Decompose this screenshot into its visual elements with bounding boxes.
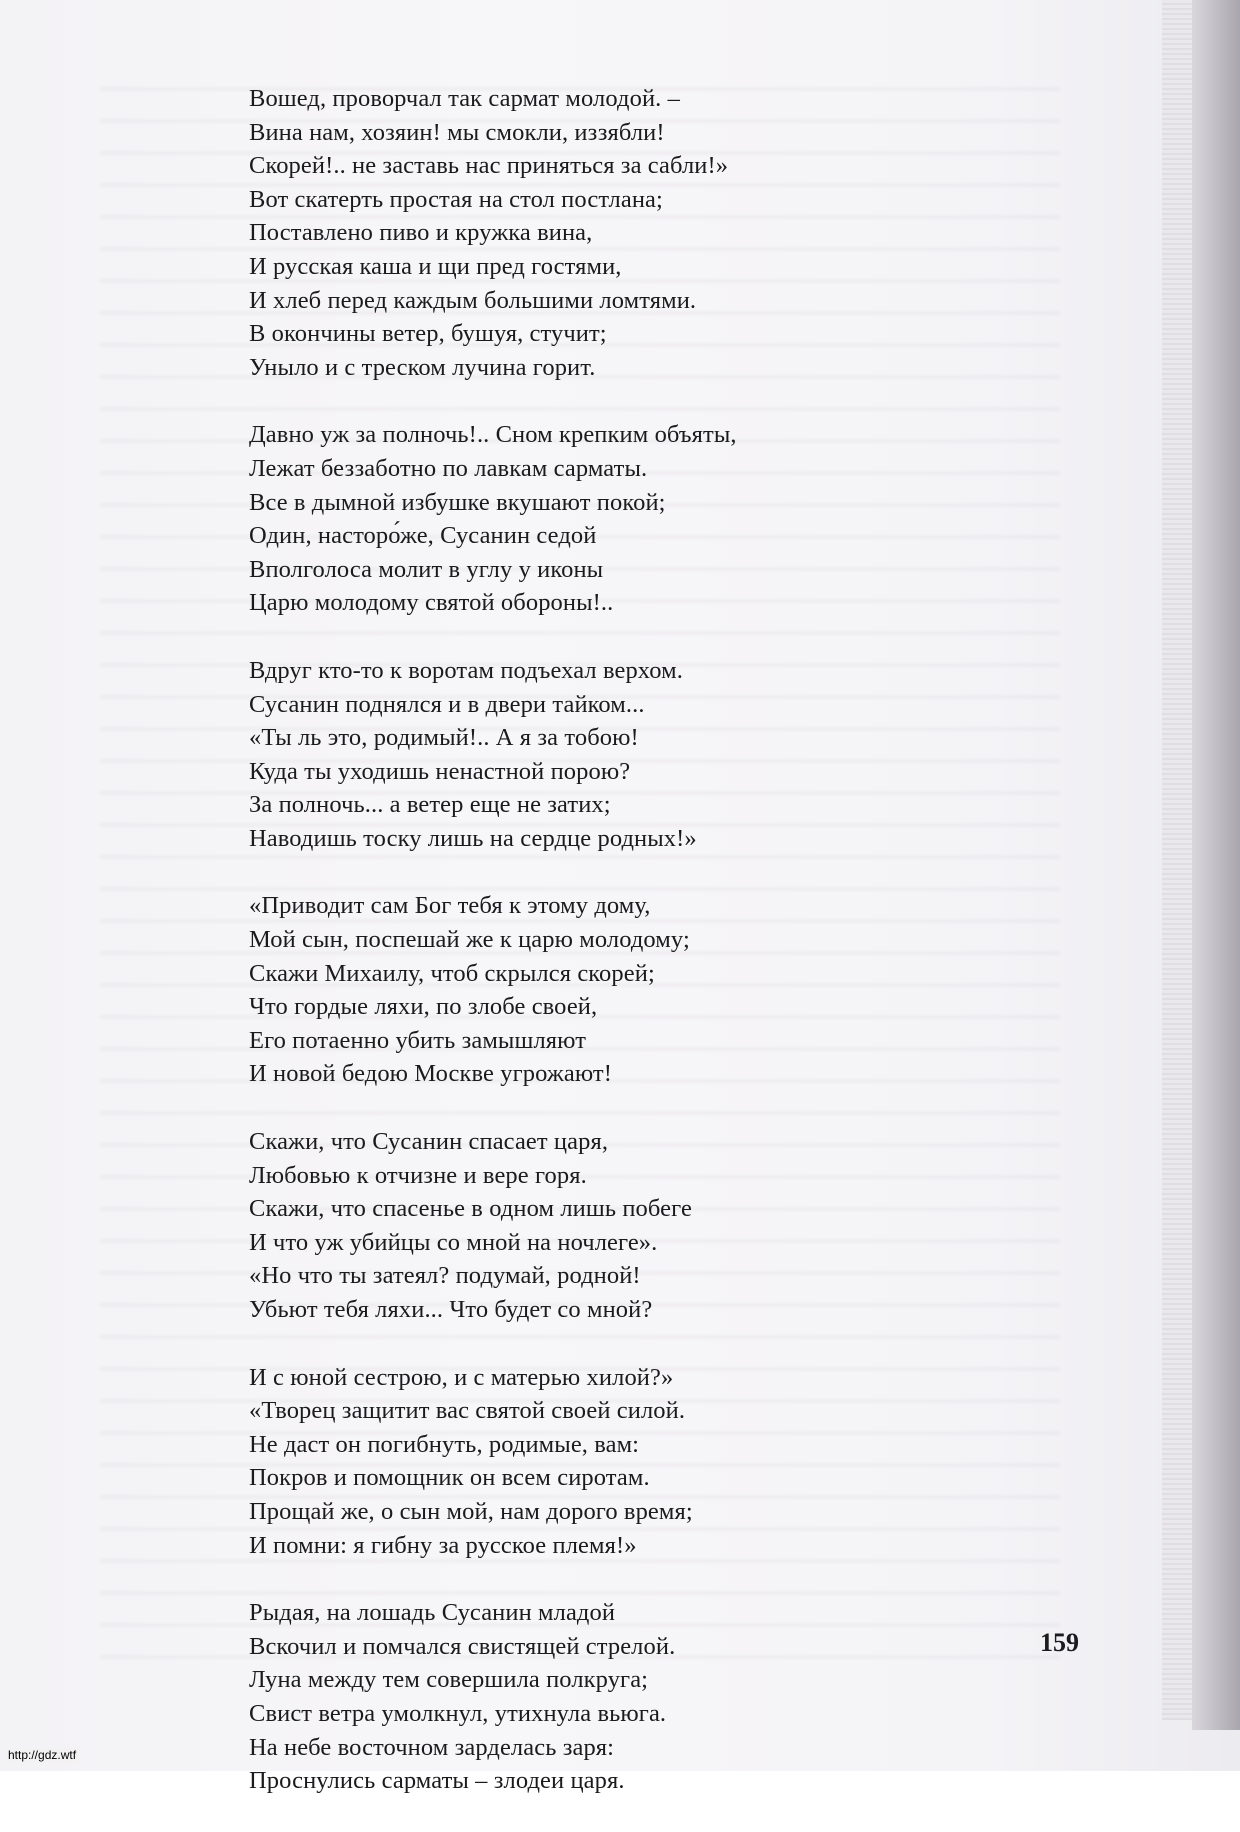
- poem-line: За полночь... а ветер еще не затих;: [249, 791, 611, 819]
- stanza: [249, 654, 1069, 856]
- poem-text: [249, 82, 1069, 1832]
- page-number: 159: [1040, 1628, 1079, 1657]
- stanza: [249, 889, 1069, 1091]
- poem-line: Прощай же, о сын мой, нам дорого время;: [249, 1497, 693, 1525]
- poem-line: Поставлено пиво и кружка вина,: [249, 219, 593, 247]
- poem-line: Скажи Михаилу, чтоб скрылся скорей;: [249, 959, 655, 987]
- poem-line: Все в дымной избушке вкушают покой;: [249, 488, 666, 516]
- poem-line: Сусанин поднялся и в двери тайком...: [249, 690, 645, 718]
- page-edge-stripes: [1162, 0, 1192, 1720]
- poem-line: Вошед, проворчал так сармат молодой. –: [249, 85, 680, 112]
- poem-line: «Ты ль это, родимый!.. А я за тобою!: [249, 724, 639, 752]
- poem-line: И что уж убийцы со мной на ночлеге».: [249, 1228, 658, 1256]
- poem-line: Луна между тем совершила полкруга;: [249, 1666, 649, 1694]
- poem-line: На небе восточном зарделась заря:: [249, 1733, 615, 1761]
- poem-line: Один, насторо́же, Сусанин седой: [249, 522, 597, 550]
- poem-line: Что гордые ляхи, по злобе своей,: [249, 993, 598, 1021]
- poem-line: Вина нам, хозяин! мы смокли, иззябли!: [249, 118, 665, 146]
- poem-line: Свист ветра умолкнул, утихнула вьюга.: [249, 1699, 667, 1727]
- stanza: [249, 82, 1069, 384]
- poem-line: И русская каша и щи пред гостями,: [249, 252, 622, 280]
- poem-line: Убьют тебя ляхи... Что будет со мной?: [249, 1296, 653, 1323]
- poem-line: Покров и помощник он всем сиротам.: [249, 1464, 650, 1492]
- poem-line: Вот скатерть простая на стол постлана;: [249, 185, 663, 213]
- poem-line: И хлеб перед каждым большими ломтями.: [249, 286, 697, 314]
- poem-line: Скажи, что спасенье в одном лишь побеге: [249, 1195, 692, 1223]
- poem-line: Уныло и с треском лучина горит.: [249, 353, 596, 381]
- watermark-url: http://gdz.wtf: [8, 1748, 77, 1762]
- book-spine-shadow: [1192, 0, 1240, 1730]
- poem-line: Скажи, что Сусанин спасает царя,: [249, 1128, 609, 1156]
- poem-line: Царю молодому святой обороны!..: [249, 589, 614, 617]
- poem-line: Давно уж за полночь!.. Сном крепким объяты,: [249, 421, 737, 449]
- poem-line: И новой бедою Москве угрожают!: [249, 1060, 612, 1088]
- poem-line: Куда ты уходишь ненастной порою?: [249, 757, 631, 785]
- stanza: [249, 1361, 1069, 1563]
- stanza: [249, 1596, 1069, 1798]
- poem-line: Вскочил и помчался свистящей стрелой.: [249, 1632, 676, 1660]
- poem-line: Вдруг кто-то к воротам подъехал верхом.: [249, 656, 683, 684]
- poem-line: Наводишь тоску лишь на сердце родных!»: [249, 824, 697, 852]
- poem-line: Любовью к отчизне и вере горя.: [249, 1161, 587, 1189]
- poem-line: И с юной сестрою, и с матерью хилой?»: [249, 1363, 674, 1391]
- poem-line: Лежат беззаботно по лавкам сарматы.: [249, 454, 648, 482]
- poem-line: Рыдая, на лошадь Сусанин младой: [249, 1599, 616, 1627]
- stanza: [249, 418, 1069, 620]
- poem-line: «Приводит сам Бог тебя к этому дому,: [249, 892, 651, 920]
- poem-line: Проснулись сарматы – злодеи царя.: [249, 1767, 625, 1795]
- poem-line: В окончины ветер, бушуя, стучит;: [249, 320, 607, 348]
- poem-line: «Творец защитит вас святой своей силой.: [249, 1397, 686, 1425]
- poem-line: И помни: я гибну за русское племя!»: [249, 1531, 637, 1559]
- poem-line: «Но что ты затеял? подумай, родной!: [249, 1262, 641, 1290]
- poem-line: Мой сын, поспешай же к царю молодому;: [249, 926, 690, 954]
- poem-line: Его потаенно убить замышляют: [249, 1026, 587, 1054]
- poem-line: Не даст он погибнуть, родимые, вам:: [249, 1430, 640, 1458]
- stanza: [249, 1125, 1069, 1327]
- poem-line: Вполголоса молит в углу у иконы: [249, 555, 604, 583]
- poem-line: Скорей!.. не заставь нас приняться за сабли!»: [249, 152, 729, 180]
